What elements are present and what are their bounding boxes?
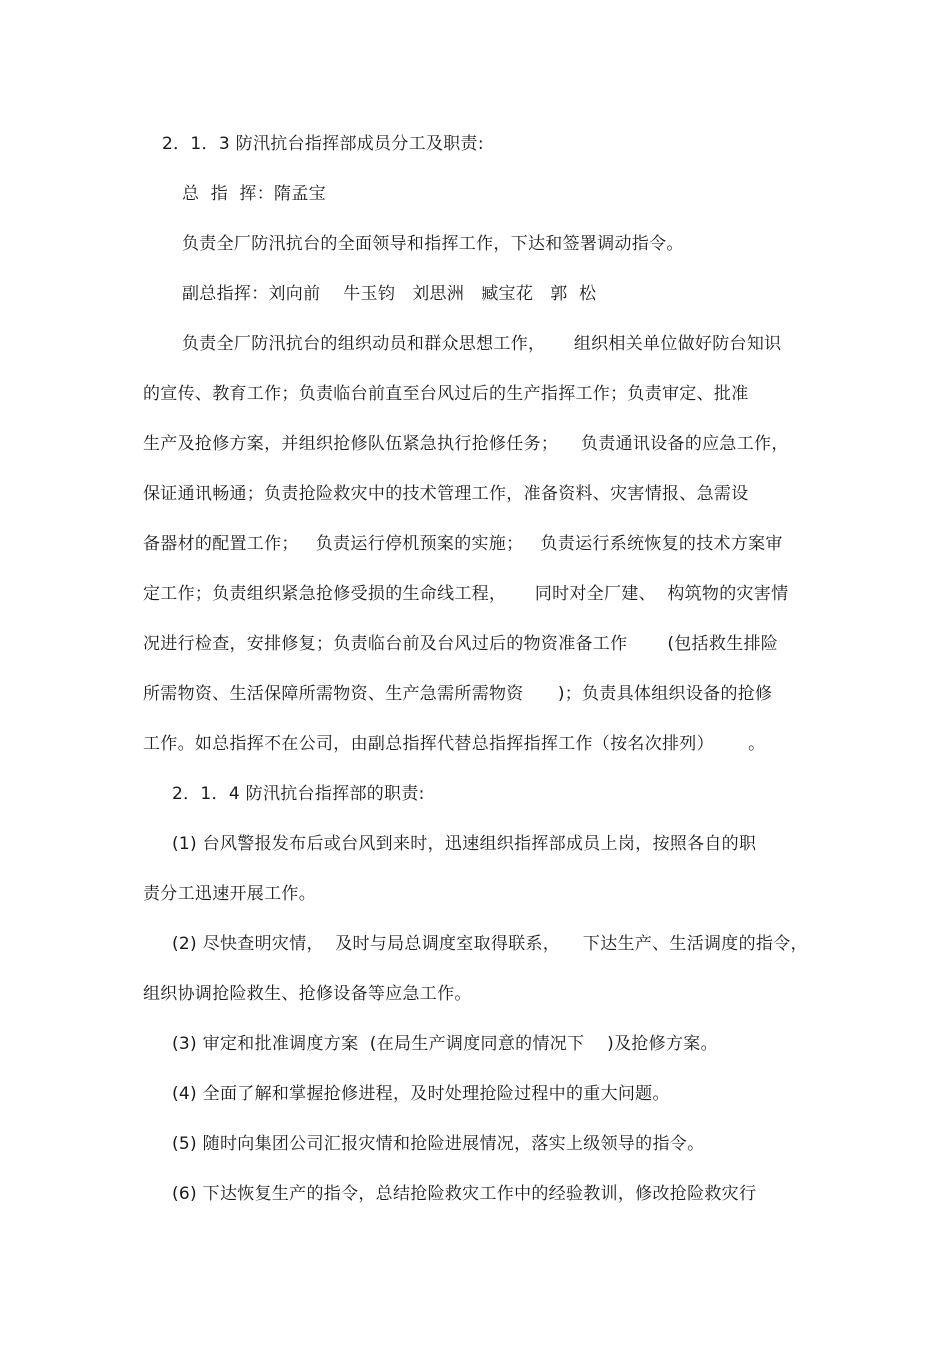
deputy-duty-line: 保证通讯畅通；负责抢险救灾中的技术管理工作，准备资料、灾害情报、急需设 xyxy=(143,484,749,504)
deputy-duty-line: 定工作；负责组织紧急抢修受损的生命线工程， 同时对全厂建、 构筑物的灾害情 xyxy=(143,584,789,604)
chief-commander-duty: 负责全厂防汛抗台的全面领导和指挥工作，下达和签署调动指令。 xyxy=(182,234,684,254)
deputy-duty-line: 况进行检查，安排修复；负责临台前及台风过后的物资准备工作 (包括救生排险 xyxy=(143,634,779,654)
chief-commander-line: 总 指 挥：隋孟宝 xyxy=(182,184,326,204)
deputy-duty-line: 的宣传、教育工作；负责临台前直至台风过后的生产指挥工作；负责审定、批准 xyxy=(143,384,749,404)
responsibility-item-line: (4) 全面了解和掌握抢修进程，及时处理抢险过程中的重大问题。 xyxy=(172,1084,670,1104)
responsibility-item-line: 组织协调抢险救生、抢修设备等应急工作。 xyxy=(143,984,472,1004)
responsibility-item-line: (6) 下达恢复生产的指令，总结抢险救灾工作中的经验教训，修改抢险救灾行 xyxy=(172,1184,757,1204)
deputy-duty-line: 生产及抢修方案，并组织抢修队伍紧急执行抢修任务； 负责通讯设备的应急工作， xyxy=(143,434,789,454)
responsibility-item-line: (5) 随时向集团公司汇报灾情和抢险进展情况，落实上级领导的指令。 xyxy=(172,1134,705,1154)
responsibility-item-line: 责分工迅速开展工作。 xyxy=(143,884,316,904)
deputy-commanders-line: 副总指挥：刘向前 牛玉钧 刘思洲 臧宝花 郭 松 xyxy=(182,284,597,304)
responsibility-item-line: (2) 尽快查明灾情， 及时与局总调度室取得联系， 下达生产、生活调度的指令， xyxy=(172,934,808,954)
section-heading-2-1-3: 2．1．3 防汛抗台指挥部成员分工及职责: xyxy=(162,134,484,154)
deputy-duty-line: 负责全厂防汛抗台的组织动员和群众思想工作， 组织相关单位做好防台知识 xyxy=(182,334,782,354)
responsibility-item-line: (3) 审定和批准调度方案 (在局生产调度同意的情况下 )及抢修方案。 xyxy=(172,1034,718,1054)
section-heading-2-1-4: 2．1．4 防汛抗台指挥部的职责: xyxy=(172,784,425,804)
deputy-duty-line: 备器材的配置工作； 负责运行停机预案的实施； 负责运行系统恢复的技术方案审 xyxy=(143,534,783,554)
deputy-duty-line: 工作。如总指挥不在公司，由副总指挥代替总指挥指挥工作（按名次排列） 。 xyxy=(143,734,766,754)
responsibility-item-line: (1) 台风警报发布后或台风到来时，迅速组织指挥部成员上岗，按照各自的职 xyxy=(172,834,757,854)
deputy-duty-line: 所需物资、生活保障所需物资、生产急需所需物资 )；负责具体组织设备的抢修 xyxy=(143,684,773,704)
